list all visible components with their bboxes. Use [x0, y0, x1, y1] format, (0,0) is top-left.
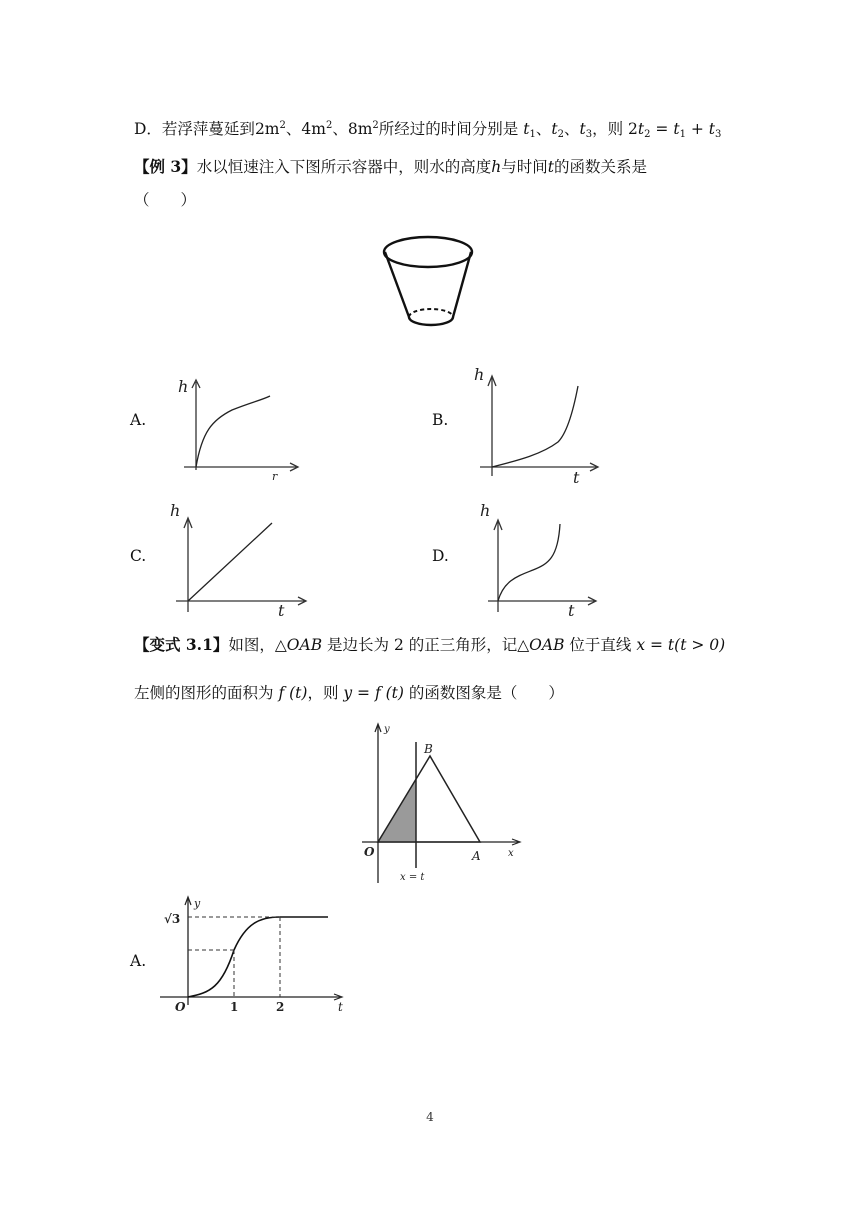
variant-3-1-question: 【变式 3.1】如图，△OAB 是边长为 2 的正三角形，记△OAB 位于直线 x = t(t > 0) [134, 635, 726, 654]
option-b-label[interactable]: B. [432, 411, 449, 429]
option-c-graph[interactable] [168, 498, 308, 618]
h-label: h [178, 377, 189, 396]
triangle-figure [332, 718, 522, 888]
option-b-graph[interactable] [470, 362, 600, 487]
line-x-eq-t-label: x = t [400, 872, 425, 883]
h-label: h [170, 501, 181, 520]
page-number: 4 [426, 1110, 434, 1124]
option-d-statement: D．若浮萍蔓延到$2m^2$、$4m^2$、$8m^2$所经过的时间分别是 $t_1$、$t_2$、$t_3$，则 $2t_2 = t_1 + t_3$ [134, 120, 722, 140]
option-a-graph[interactable] [172, 372, 302, 482]
answer-a-label[interactable]: A. [130, 952, 147, 970]
sqrt3-tick-label: √3 [164, 912, 181, 926]
answer-a-graph[interactable] [160, 893, 360, 1023]
example-3-question: 【例 3】水以恒速注入下图所示容器中，则水的高度h与时间t的函数关系是 [134, 157, 647, 176]
vertex-a-label: A [472, 849, 481, 863]
variant-3-1-question-cont: 左侧的图形的面积为 f (t)，则 y = f (t) 的函数图象是（ ） [134, 684, 564, 702]
option-a-label[interactable]: A. [130, 411, 147, 429]
origin-label: O [364, 845, 375, 859]
h-label: h [474, 365, 485, 384]
option-d-graph[interactable] [478, 500, 598, 620]
vertex-b-label: B [424, 742, 433, 756]
t-label: r [272, 470, 278, 483]
y-axis-label: y [194, 897, 201, 910]
answer-paren: （ ） [134, 191, 197, 209]
container-figure [382, 230, 482, 330]
y-axis-label: y [384, 724, 390, 735]
option-d-label[interactable]: D. [432, 547, 449, 565]
x-axis-label: x [508, 848, 514, 859]
option-c-label[interactable]: C. [130, 547, 147, 565]
h-label: h [480, 501, 491, 520]
origin-label: O [175, 1000, 186, 1014]
t-label: t [573, 468, 580, 487]
t-label: t [278, 601, 285, 620]
tick-1-label: 1 [230, 1000, 239, 1014]
tick-2-label: 2 [276, 1000, 285, 1014]
t-label: t [568, 601, 575, 620]
t-axis-label: t [338, 1000, 343, 1014]
